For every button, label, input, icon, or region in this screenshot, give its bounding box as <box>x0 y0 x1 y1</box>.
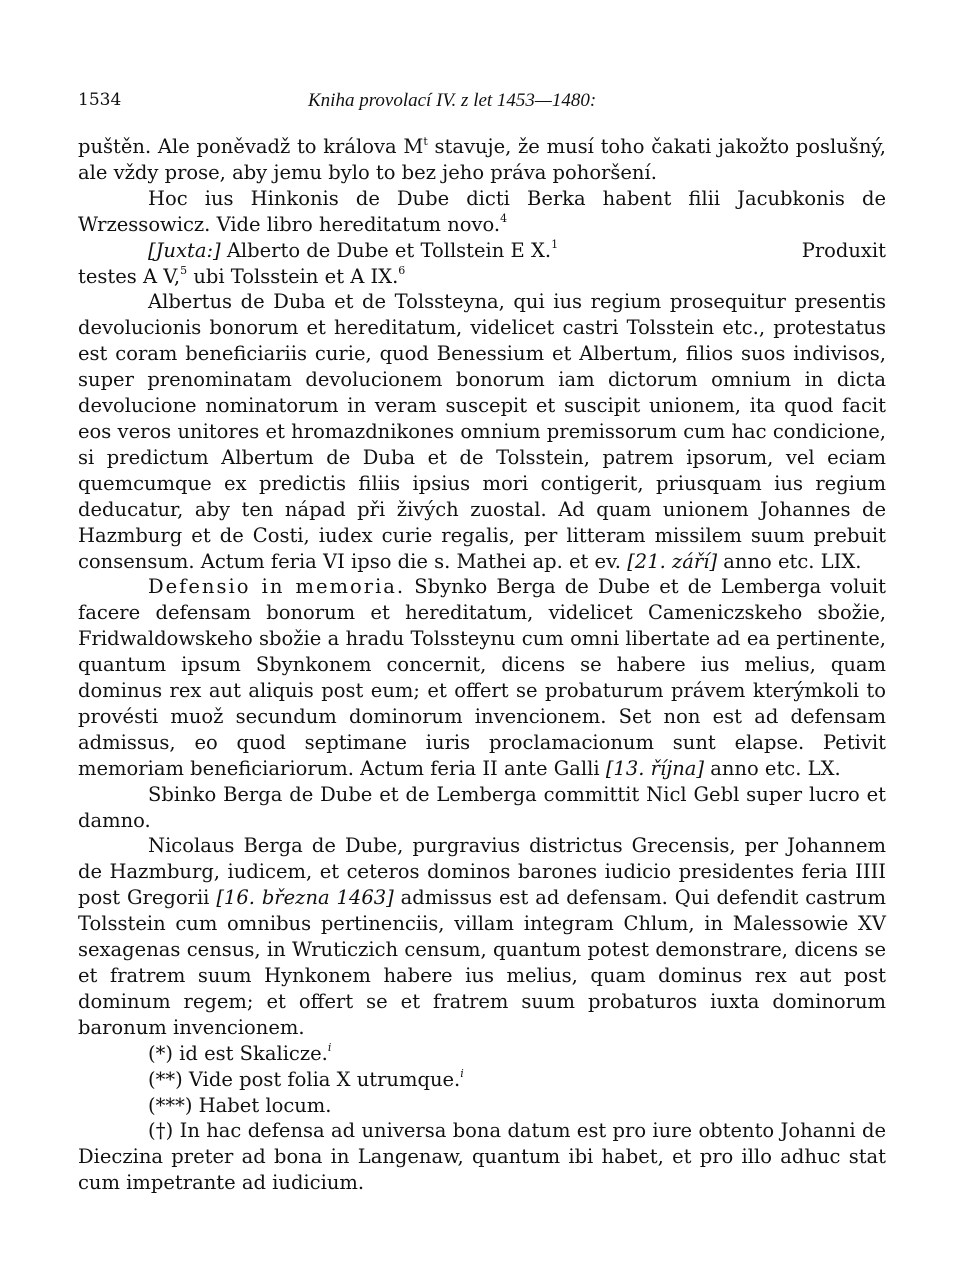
text-segment: puštěn. Ale poněvadž to králova M <box>78 135 424 158</box>
page-header <box>78 90 886 114</box>
section-heading: Defensio in memoria. <box>148 575 406 599</box>
footnote-marker: t <box>423 134 428 148</box>
paragraph <box>78 833 886 1040</box>
footnote-marker: 6 <box>398 264 406 278</box>
page-number: 1534 <box>78 90 122 110</box>
paragraph <box>78 1067 886 1093</box>
footnote-marker: 5 <box>180 264 188 278</box>
text-segment: Albertus de Duba et de Tolssteyna, qui ius regium prosequitur presentis devolucionis bonorum et hereditatum, videlicet castri Tolsstein etc., protestatus est coram beneficiariis curie, quod Benessium et Albertum, filios suos indivisos, super prenominatam devolucionem bonorum iam dictorum omnium in dicta devolucione nominatorum in veram suscepit et suscipit unionem, ita quod facit eos veros unitores et hromazdnikones omnium premissorum cum hac condicione, si predictum Albertum de Duba et de Tolsstein, patrem ipsorum, vel eciam quemcumque ex predictis filiis ipsius mori contigerit, priusquam ius regium deducatur, aby ten nápad při živých zuostal. Ad quam unionem Johannes de Hazmburg et de Costi, iudex curie regalis, per litteram missilem suum prebuit consensum. Actum feria VI ipso die s. Mathei ap. et ev. <box>78 290 886 573</box>
text-segment: stavuje, že musí toho čakati jakožto poslušný, ale vždy prose, aby jemu bylo to bez jeho práva pohoršení. <box>78 135 886 184</box>
paragraph <box>78 1041 886 1067</box>
paragraph <box>78 574 886 781</box>
text-segment: Hoc ius Hinkonis de Dube dicti Berka habent filii Jacubkonis de Wrzessowicz. Vide libro hereditatum novo. <box>78 186 886 236</box>
text-segment: Alberto de Dube et Tollstein E X. <box>220 238 552 262</box>
footnote-marker: i <box>327 1041 332 1055</box>
paragraph <box>78 289 886 574</box>
text-segment: (*) id est Skalicze. <box>148 1041 328 1065</box>
editorial-note: [16. března 1463] <box>216 886 394 910</box>
text-segment: Sbinko Berga de Dube et de Lemberga committit Nicl Gebl super lucro et damno. <box>78 782 886 832</box>
text-segment: ubi Tolsstein et A IX. <box>187 264 399 288</box>
text-segment: Produxit <box>801 238 886 262</box>
body-text <box>78 134 886 1196</box>
paragraph <box>78 238 886 264</box>
paragraph <box>78 264 886 290</box>
text-segment: (***) Habet locum. <box>148 1093 332 1117</box>
text-segment: Sbynko Berga de Dube et de Lemberga voluit facere defensam bonorum et hereditatum, videlicet Cameniczskeho sbožie, Fridwaldowskeho sbožie a hradu Tolssteynu cum omni libertate ad ea pertinente, quantum ipsum Sbynkonem concernit, dicens se habere ius melius, quam dominus rex aut aliquis post eum; et offert se probaturum právem kterýmkoli to provésti muož secundum dominorum invencionem. Set non est ad defensam admissus, eo quod septimane iuris proclamacionum sunt elapse. Petivit memoriam beneficiariorum. Actum feria II ante Galli <box>78 575 886 780</box>
paragraph <box>78 1093 886 1119</box>
editorial-note: [Juxta:] <box>148 238 221 262</box>
paragraph <box>78 134 886 186</box>
paragraph <box>78 782 886 834</box>
text-segment: (†) In hac defensa ad universa bona datum est pro iure obtento Johanni de Dieczina preter ad bona in Langenaw, quantum ibi habet, et pro illo adhuc stat cum impetrante ad iudicium. <box>78 1119 886 1195</box>
paragraph <box>78 186 886 238</box>
text-segment: anno etc. LX. <box>704 756 841 780</box>
running-title: Kniha provolací IV. z let 1453—1480: <box>308 90 597 111</box>
paragraph <box>78 1118 886 1196</box>
editorial-note: [21. září] <box>627 549 718 573</box>
editorial-note: [13. října] <box>605 756 705 780</box>
text-segment: anno etc. LIX. <box>717 549 862 573</box>
text-segment: admissus est ad defensam. Qui defendit castrum Tolsstein cum omnibus pertinenciis, villam integram Chlum, in Malessowie XV sexagenas census, in Wruticzich censum, quantum potest demonstrare, dicens se et fratrem suum Hynkonem habere ius melius, quam dominus rex aut post dominum regem; et offert se et fratrem suum probaturos iuxta dominorum baronum invencionem. <box>78 886 886 1039</box>
footnote-marker: 1 <box>551 238 559 252</box>
text-segment: Nicolaus Berga de Dube, purgravius districtus Grecensis, per Johannem de Hazmburg, iudicem, et ceteros dominos barones iudicio presidentes feria IIII post Gregorii <box>78 834 886 910</box>
footnote-marker: i <box>460 1067 464 1081</box>
text-segment: testes A V, <box>78 264 181 288</box>
text-segment: (**) Vide post folia X utrumque. <box>148 1067 461 1091</box>
footnote-marker: 4 <box>500 212 508 226</box>
